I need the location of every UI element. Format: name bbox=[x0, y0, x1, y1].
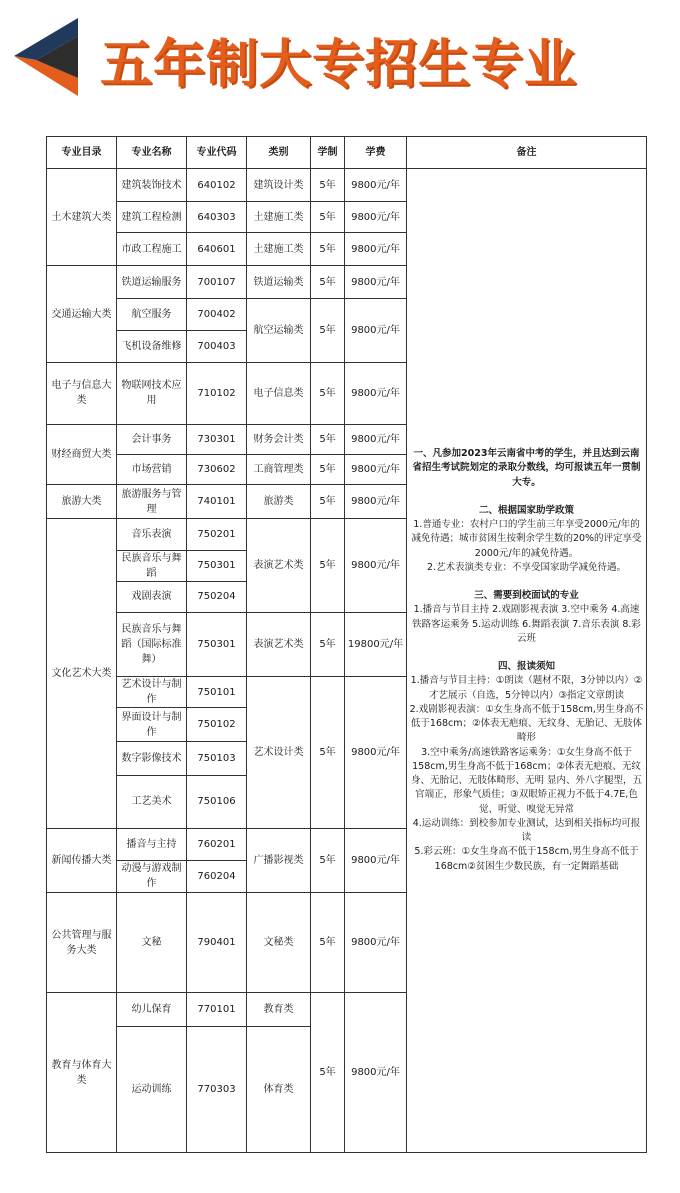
category-cell: 交通运输大类 bbox=[47, 266, 117, 362]
majors-table bbox=[46, 136, 647, 1153]
major-code: 640303 bbox=[187, 202, 247, 233]
major-name: 艺术设计与制作 bbox=[117, 677, 187, 708]
major-code: 640102 bbox=[187, 169, 247, 202]
major-type: 航空运输类 bbox=[247, 298, 311, 362]
note-paragraph: 1.播音与节目主持：①朗读（题材不限，3分钟以内）②才艺展示（自选，5分钟以内）③指定文章朗读 bbox=[410, 675, 643, 701]
major-name: 市场营销 bbox=[117, 455, 187, 485]
major-type: 文秘类 bbox=[247, 892, 311, 992]
column-header: 学制 bbox=[311, 137, 345, 169]
tuition-fee: 9800元/年 bbox=[345, 202, 407, 233]
major-code: 700107 bbox=[187, 266, 247, 298]
major-type: 铁道运输类 bbox=[247, 266, 311, 298]
tuition-fee: 9800元/年 bbox=[345, 519, 407, 612]
tuition-fee: 9800元/年 bbox=[345, 677, 407, 829]
major-name: 建筑工程检测 bbox=[117, 202, 187, 233]
major-type: 艺术设计类 bbox=[247, 677, 311, 829]
major-code: 750103 bbox=[187, 742, 247, 776]
tuition-fee: 9800元/年 bbox=[345, 485, 407, 519]
note-section-4-title: 四、报读须知 bbox=[497, 661, 555, 673]
study-years: 5年 bbox=[311, 425, 345, 455]
category-cell: 新闻传播大类 bbox=[47, 828, 117, 892]
major-type: 土建施工类 bbox=[247, 202, 311, 233]
category-cell: 财经商贸大类 bbox=[47, 425, 117, 485]
page-title: 五年制大专招生专业 bbox=[100, 35, 578, 95]
category-cell: 土木建筑大类 bbox=[47, 169, 117, 266]
major-name: 运动训练 bbox=[117, 1027, 187, 1153]
major-code: 730602 bbox=[187, 455, 247, 485]
column-header: 学费 bbox=[345, 137, 407, 169]
tuition-fee: 9800元/年 bbox=[345, 455, 407, 485]
major-code: 700403 bbox=[187, 330, 247, 362]
major-name: 建筑装饰技术 bbox=[117, 169, 187, 202]
major-name: 市政工程施工 bbox=[117, 233, 187, 266]
major-type: 表演艺术类 bbox=[247, 612, 311, 676]
major-type: 体育类 bbox=[247, 1027, 311, 1153]
major-name: 工艺美术 bbox=[117, 776, 187, 828]
major-code: 790401 bbox=[187, 892, 247, 992]
major-code: 750102 bbox=[187, 708, 247, 742]
major-name: 戏剧表演 bbox=[117, 581, 187, 612]
study-years: 5年 bbox=[311, 233, 345, 266]
major-name: 民族音乐与舞蹈 bbox=[117, 550, 187, 581]
tuition-fee: 9800元/年 bbox=[345, 892, 407, 992]
major-code: 710102 bbox=[187, 362, 247, 424]
major-name: 民族音乐与舞蹈（国际标准舞） bbox=[117, 612, 187, 676]
major-code: 760201 bbox=[187, 828, 247, 860]
major-type: 财务会计类 bbox=[247, 425, 311, 455]
column-header: 专业代码 bbox=[187, 137, 247, 169]
note-paragraph: 1.播音与节目主持 2.戏剧影视表演 3.空中乘务 4.高速铁路客运乘务 5.运动训练 6.舞蹈表演 7.音乐表演 8.彩云班 bbox=[412, 604, 641, 644]
note-paragraph: 2.艺术表演类专业：不享受国家助学减免待遇。 bbox=[426, 561, 627, 573]
study-years: 5年 bbox=[311, 993, 345, 1153]
header bbox=[0, 0, 680, 120]
category-cell: 教育与体育大类 bbox=[47, 993, 117, 1153]
major-type: 教育类 bbox=[247, 993, 311, 1027]
remarks-cell bbox=[407, 169, 647, 1153]
study-years: 5年 bbox=[311, 202, 345, 233]
major-code: 770101 bbox=[187, 993, 247, 1027]
study-years: 5年 bbox=[311, 612, 345, 676]
note-paragraph: 4.运动训练：到校参加专业测试，达到相关指标均可报读 bbox=[412, 817, 641, 844]
major-type: 电子信息类 bbox=[247, 362, 311, 424]
major-name: 界面设计与制作 bbox=[117, 708, 187, 742]
tuition-fee: 9800元/年 bbox=[345, 266, 407, 298]
note-paragraph: 2.戏剧影视表演：①女生身高不低于158cm,男生身高不低于168cm；②体表无疤痕、无纹身、无胎记、无肢体畸形 bbox=[409, 703, 644, 744]
major-code: 760204 bbox=[187, 860, 247, 892]
tuition-fee: 9800元/年 bbox=[345, 298, 407, 362]
table-header-row bbox=[47, 137, 647, 169]
column-header: 专业名称 bbox=[117, 137, 187, 169]
major-code: 640601 bbox=[187, 233, 247, 266]
tuition-fee: 9800元/年 bbox=[345, 169, 407, 202]
major-name: 幼儿保育 bbox=[117, 993, 187, 1027]
table-row bbox=[47, 169, 647, 202]
note-section-3-title: 三、需要到校面试的专业 bbox=[474, 590, 579, 602]
study-years: 5年 bbox=[311, 298, 345, 362]
study-years: 5年 bbox=[311, 362, 345, 424]
tuition-fee: 19800元/年 bbox=[345, 612, 407, 676]
study-years: 5年 bbox=[311, 892, 345, 992]
major-type: 表演艺术类 bbox=[247, 519, 311, 612]
column-header: 专业目录 bbox=[47, 137, 117, 169]
logo-icon bbox=[14, 18, 78, 96]
tuition-fee: 9800元/年 bbox=[345, 993, 407, 1153]
major-name: 动漫与游戏制作 bbox=[117, 860, 187, 892]
major-name: 文秘 bbox=[117, 892, 187, 992]
major-code: 750101 bbox=[187, 677, 247, 708]
major-name: 物联网技术应用 bbox=[117, 362, 187, 424]
major-type: 工商管理类 bbox=[247, 455, 311, 485]
study-years: 5年 bbox=[311, 455, 345, 485]
major-name: 会计事务 bbox=[117, 425, 187, 455]
study-years: 5年 bbox=[311, 519, 345, 612]
column-header: 类别 bbox=[247, 137, 311, 169]
major-name: 音乐表演 bbox=[117, 519, 187, 550]
major-name: 飞机设备维修 bbox=[117, 330, 187, 362]
category-cell: 公共管理与服务大类 bbox=[47, 892, 117, 992]
major-type: 广播影视类 bbox=[247, 828, 311, 892]
major-code: 750204 bbox=[187, 581, 247, 612]
major-code: 700402 bbox=[187, 298, 247, 330]
study-years: 5年 bbox=[311, 677, 345, 829]
study-years: 5年 bbox=[311, 485, 345, 519]
major-name: 旅游服务与管理 bbox=[117, 485, 187, 519]
tuition-fee: 9800元/年 bbox=[345, 425, 407, 455]
major-type: 土建施工类 bbox=[247, 233, 311, 266]
major-code: 750201 bbox=[187, 519, 247, 550]
major-code: 750106 bbox=[187, 776, 247, 828]
study-years: 5年 bbox=[311, 169, 345, 202]
note-paragraph: 3.空中乘务/高速铁路客运乘务：①女生身高不低于158cm,男生身高不低于168cm；②体表无疤痕、无纹身、无胎记、无肢体畸形、无明 显内、外八字腿型，五官端正，形象气质佳；③双眼矫正视力不低于4.7E,色觉、听觉、嗅觉无异常 bbox=[410, 746, 643, 815]
major-code: 730301 bbox=[187, 425, 247, 455]
category-cell: 文化艺术大类 bbox=[47, 519, 117, 828]
major-code: 750301 bbox=[187, 550, 247, 581]
major-type: 建筑设计类 bbox=[247, 169, 311, 202]
tuition-fee: 9800元/年 bbox=[345, 362, 407, 424]
category-cell: 旅游大类 bbox=[47, 485, 117, 519]
major-name: 航空服务 bbox=[117, 298, 187, 330]
major-name: 铁道运输服务 bbox=[117, 266, 187, 298]
major-code: 750301 bbox=[187, 612, 247, 676]
major-name: 播音与主持 bbox=[117, 828, 187, 860]
category-cell: 电子与信息大类 bbox=[47, 362, 117, 424]
note-section-1: 一、凡参加2023年云南省中考的学生，并且达到云南省招生考试院划定的录取分数线，均可报读五年一贯制大专。 bbox=[412, 448, 641, 488]
major-code: 740101 bbox=[187, 485, 247, 519]
major-code: 770303 bbox=[187, 1027, 247, 1153]
tuition-fee: 9800元/年 bbox=[345, 828, 407, 892]
note-section-2-title: 二、根据国家助学政策 bbox=[478, 504, 574, 516]
major-type: 旅游类 bbox=[247, 485, 311, 519]
note-paragraph: 5.彩云班：①女生身高不低于158cm,男生身高不低于168cm②贫困生少数民族，有一定舞蹈基础 bbox=[414, 846, 639, 872]
study-years: 5年 bbox=[311, 828, 345, 892]
column-header: 备注 bbox=[407, 137, 647, 169]
study-years: 5年 bbox=[311, 266, 345, 298]
major-name: 数字影像技术 bbox=[117, 742, 187, 776]
tuition-fee: 9800元/年 bbox=[345, 233, 407, 266]
note-paragraph: 1.普通专业：农村户口的学生前三年享受2000元/年的减免待遇；城市贫困生按剩余学生数的20%的评定享受2000元/年的减免待遇。 bbox=[411, 519, 642, 559]
